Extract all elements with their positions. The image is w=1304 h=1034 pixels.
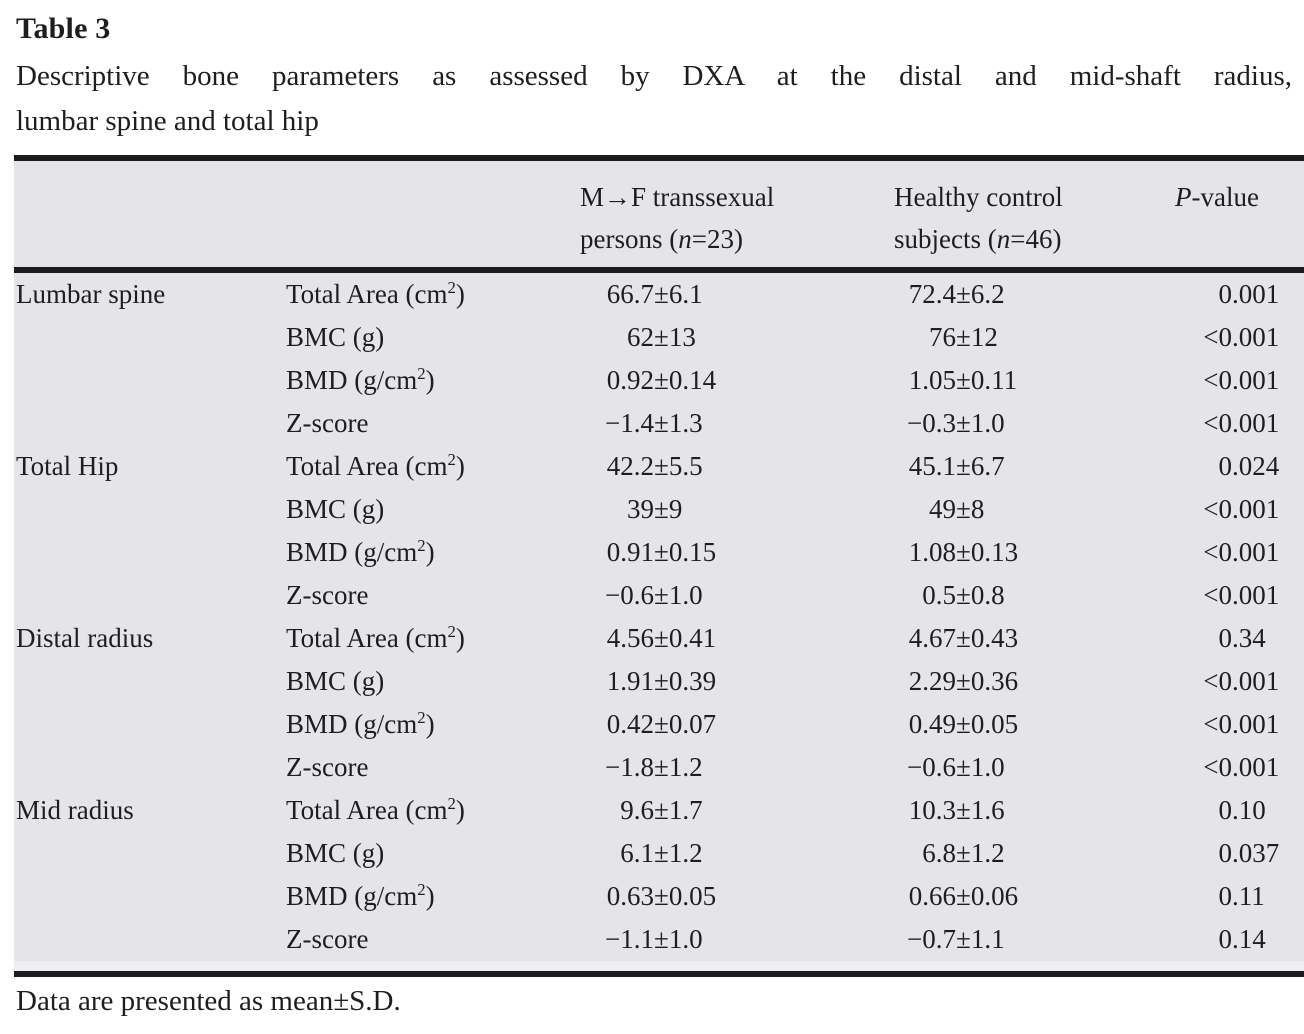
parameter-cell: Z-score	[286, 580, 369, 610]
parameter-cell: Total Area $(cm^2)$	[286, 450, 465, 481]
value-cell-transsexual: −0.6 ±1.0	[605, 580, 703, 610]
p-value-cell: <0 .001	[1203, 494, 1280, 524]
p-value-cell: 0 .024	[1218, 451, 1280, 481]
parameter-cell: Total Area $(cm^2)$	[286, 794, 465, 825]
table-row	[14, 574, 1304, 617]
value-cell-control: 4.67 ±0.43	[908, 623, 1019, 653]
p-value-cell: <0 .001	[1203, 709, 1280, 739]
header-cell-parameter	[270, 161, 564, 267]
site-cell	[14, 832, 270, 875]
value-cell-transsexual: 6.1 ±1.2	[620, 838, 703, 868]
site-cell	[14, 359, 270, 402]
value-cell-control: 6.8 ±1.2	[922, 838, 1005, 868]
p-value-cell: <0 .001	[1203, 365, 1280, 395]
table-row	[14, 531, 1304, 574]
table-row	[14, 359, 1304, 402]
table-caption	[16, 54, 1292, 144]
p-value-cell: 0 .001	[1218, 279, 1280, 309]
site-cell	[14, 488, 270, 531]
value-cell-transsexual: 39 ±9	[627, 494, 683, 524]
parameter-cell: Z-score	[286, 752, 369, 782]
header-cell-site	[14, 161, 270, 267]
p-value-cell: 0 .037	[1218, 838, 1280, 868]
site-cell: Mid radius	[16, 795, 134, 825]
table-body	[14, 273, 1304, 961]
bottom-padding-strip	[14, 961, 1304, 971]
value-cell-control: 1.08 ±0.13	[908, 537, 1019, 567]
value-cell-transsexual: 62 ±13	[627, 322, 696, 352]
p-value-cell: <0 .001	[1203, 537, 1280, 567]
bottom-rule	[14, 971, 1304, 977]
value-cell-control: 1.05 ±0.11	[908, 365, 1018, 395]
value-cell-control: 0.49 ±0.05	[908, 709, 1019, 739]
p-value-cell: <0 .001	[1203, 752, 1280, 782]
table-header-row	[14, 161, 1304, 267]
table-row	[14, 273, 1304, 316]
parameter-cell: BMC (g)	[286, 838, 385, 868]
site-cell	[14, 746, 270, 789]
table-row	[14, 703, 1304, 746]
p-value-cell: <0 .001	[1203, 408, 1280, 438]
value-cell-control: 49 ±8	[929, 494, 985, 524]
parameter-cell: BMD $(g/cm^2)$	[286, 880, 435, 911]
site-cell: Total Hip	[16, 451, 119, 481]
value-cell-transsexual: 0.63 ±0.05	[606, 881, 717, 911]
parameter-cell: BMD $(g/cm^2)$	[286, 536, 435, 567]
site-cell	[14, 660, 270, 703]
value-cell-transsexual: 42.2 ±5.5	[606, 451, 703, 481]
table-footnote: Data are presented as mean±S.D.	[16, 985, 401, 1017]
value-cell-control: 0.5 ±0.8	[922, 580, 1005, 610]
data-table	[14, 155, 1304, 977]
value-cell-transsexual: 9.6 ±1.7	[620, 795, 703, 825]
table-title: Table 3	[16, 12, 111, 45]
table-row	[14, 918, 1304, 961]
value-cell-transsexual: 4.56 ±0.41	[606, 623, 717, 653]
site-cell	[14, 703, 270, 746]
value-cell-transsexual: 0.42 ±0.07	[606, 709, 717, 739]
caption-line-2: lumbar spine and total hip	[16, 105, 319, 137]
value-cell-transsexual: 1.91 ±0.39	[606, 666, 717, 696]
site-cell	[14, 316, 270, 359]
value-cell-control: −0.3 ±1.0	[907, 408, 1005, 438]
value-cell-transsexual: 0.91 ±0.15	[606, 537, 717, 567]
table-row	[14, 746, 1304, 789]
site-cell: Lumbar spine	[16, 279, 166, 309]
parameter-cell: BMD $(g/cm^2)$	[286, 364, 435, 395]
p-value-cell: <0 .001	[1203, 322, 1280, 352]
header-cell-p-value: P-value	[1175, 182, 1259, 212]
site-cell	[14, 574, 270, 617]
caption-line-1: Descriptive bone parameters as assessed by DXA at the distal and mid-shaft radius,	[16, 60, 1292, 92]
value-cell-transsexual: −1.1 ±1.0	[605, 924, 703, 954]
parameter-cell: BMC (g)	[286, 494, 385, 524]
site-cell: Distal radius	[16, 623, 154, 653]
table-row	[14, 402, 1304, 445]
table-row	[14, 660, 1304, 703]
parameter-cell: BMD $(g/cm^2)$	[286, 708, 435, 739]
value-cell-control: 2.29 ±0.36	[908, 666, 1019, 696]
p-value-cell: 0 .10	[1218, 795, 1266, 825]
table-row	[14, 316, 1304, 359]
p-value-cell: 0 .34	[1218, 623, 1266, 653]
value-cell-control: 76 ±12	[929, 322, 998, 352]
table-row	[14, 875, 1304, 918]
value-cell-control: −0.6 ±1.0	[907, 752, 1005, 782]
value-cell-transsexual: −1.4 ±1.3	[605, 408, 703, 438]
table-row	[14, 617, 1304, 660]
table-row	[14, 789, 1304, 832]
value-cell-control: 45.1 ±6.7	[908, 451, 1005, 481]
p-value-cell: 0 .14	[1218, 924, 1266, 954]
value-cell-control: 10.3 ±1.6	[908, 795, 1005, 825]
site-cell	[14, 875, 270, 918]
parameter-cell: Z-score	[286, 924, 369, 954]
site-cell	[14, 402, 270, 445]
header-cell-control-group: Healthy control subjects (n=46)	[894, 182, 1063, 254]
parameter-cell: BMC (g)	[286, 666, 385, 696]
value-cell-transsexual: 66.7 ±6.1	[606, 279, 703, 309]
p-value-cell: 0 .11	[1218, 881, 1265, 911]
table-row	[14, 445, 1304, 488]
table-row	[14, 832, 1304, 875]
site-cell	[14, 918, 270, 961]
value-cell-transsexual: −1.8 ±1.2	[605, 752, 703, 782]
parameter-cell: Total Area $(cm^2)$	[286, 278, 465, 309]
table-row	[14, 488, 1304, 531]
p-value-cell: <0 .001	[1203, 580, 1280, 610]
value-cell-control: 72.4 ±6.2	[908, 279, 1005, 309]
value-cell-transsexual: 0.92 ±0.14	[606, 365, 717, 395]
p-value-cell: <0 .001	[1203, 666, 1280, 696]
value-cell-control: 0.66 ±0.06	[908, 881, 1019, 911]
parameter-cell: BMC (g)	[286, 322, 385, 352]
value-cell-control: −0.7 ±1.1	[907, 924, 1005, 954]
site-cell	[14, 531, 270, 574]
parameter-cell: Total Area $(cm^2)$	[286, 622, 465, 653]
parameter-cell: Z-score	[286, 408, 369, 438]
header-cell-transsexual-group: M→F transsexual persons (n=23)	[580, 182, 775, 254]
